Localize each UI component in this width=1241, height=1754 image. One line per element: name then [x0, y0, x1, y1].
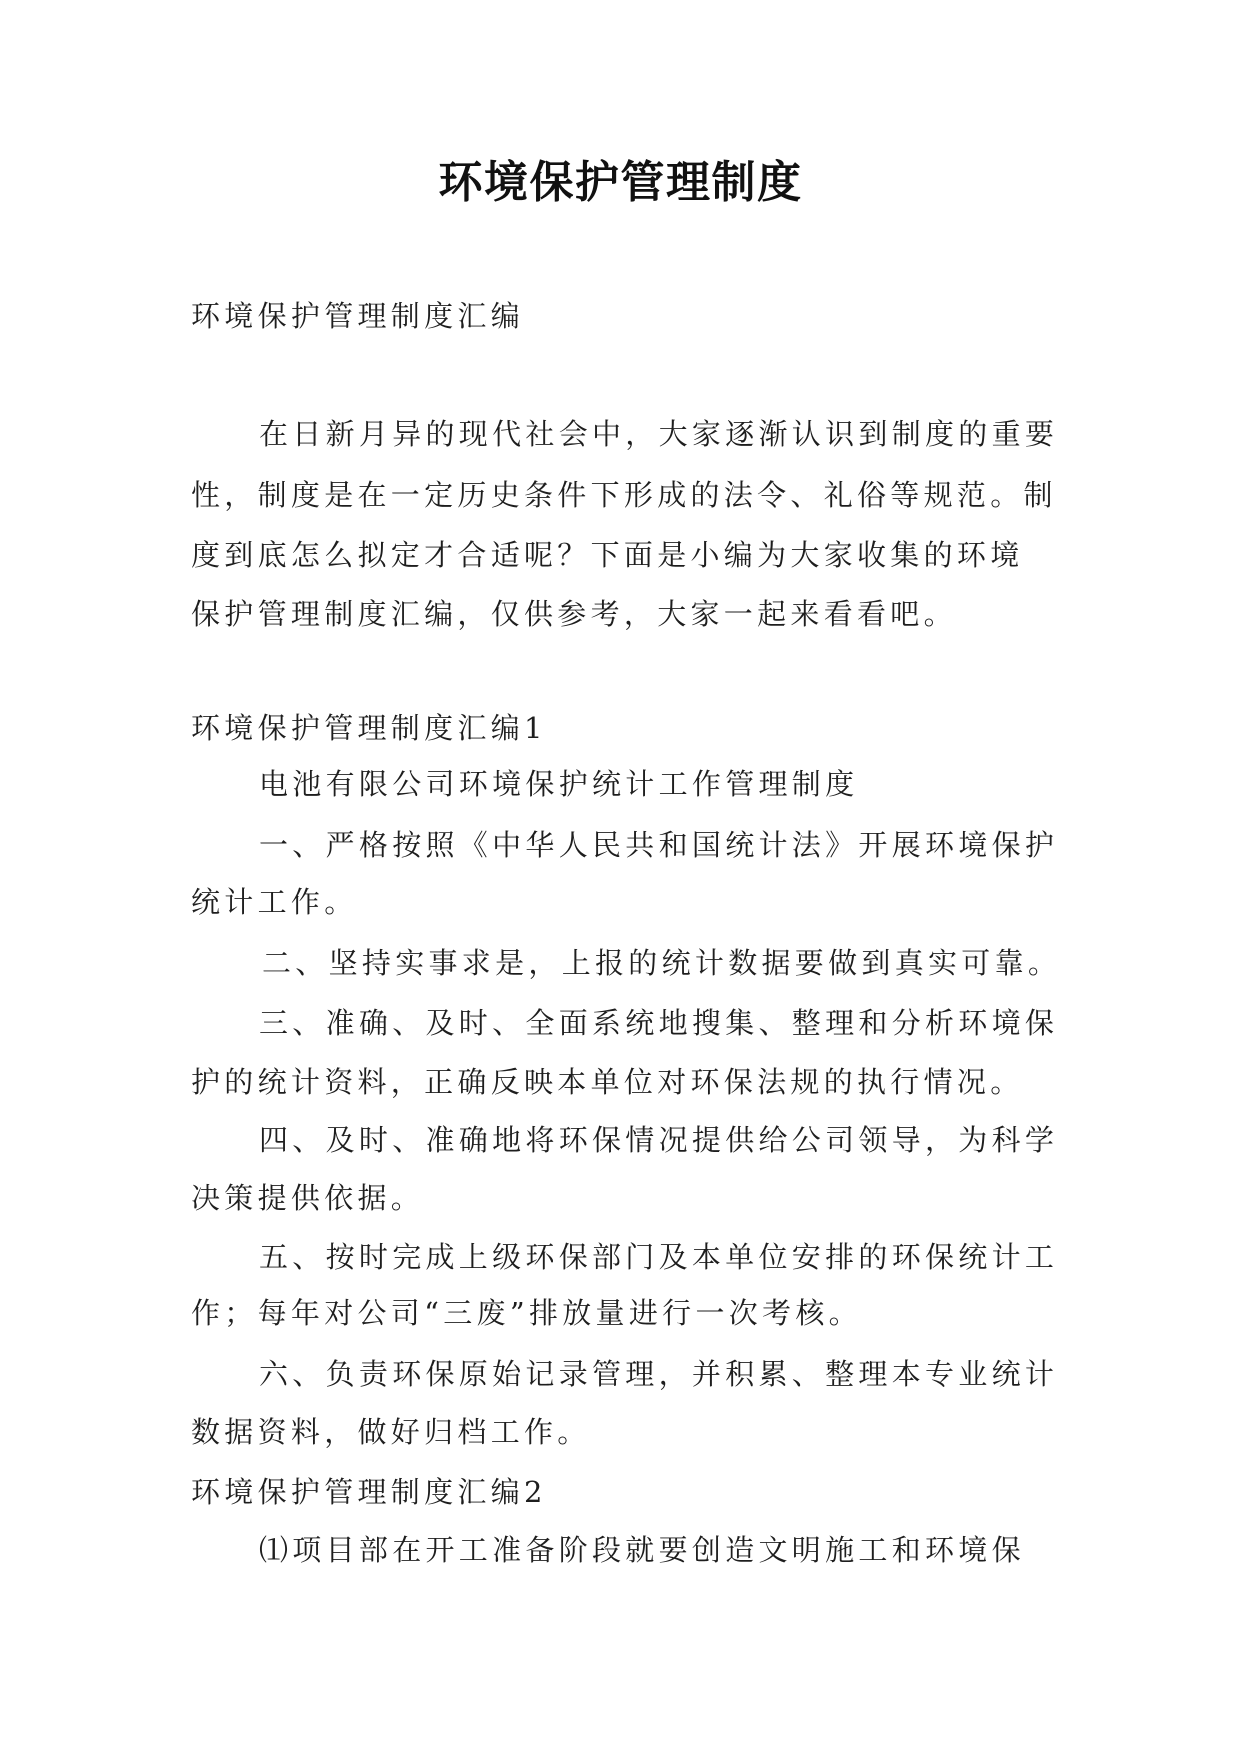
paragraph-line: 在日新月异的现代社会中，大家逐渐认识到制度的重要 — [259, 417, 1059, 451]
paragraph-line: 保护管理制度汇编，仅供参考，大家一起来看看吧。 — [191, 597, 957, 631]
paragraph-line: 三、准确、及时、全面系统地搜集、整理和分析环境保 — [259, 1006, 1059, 1040]
document-subtitle: 环境保护管理制度汇编 — [191, 299, 525, 333]
paragraph-line: 度到底怎么拟定才合适呢？下面是小编为大家收集的环境 — [191, 538, 1024, 572]
paragraph-line: 二、坚持实事求是，上报的统计数据要做到真实可靠。 — [262, 946, 1062, 980]
paragraph-line: ⑴项目部在开工准备阶段就要创造文明施工和环境保 — [259, 1533, 1025, 1567]
section-subheading: 电池有限公司环境保护统计工作管理制度 — [259, 767, 859, 801]
page-title: 环境保护管理制度 — [438, 157, 803, 208]
paragraph-line: 作；每年对公司“三废”排放量进行一次考核。 — [191, 1296, 862, 1330]
paragraph-line: 性，制度是在一定历史条件下形成的法令、礼俗等规范。制 — [191, 478, 1057, 512]
paragraph-line: 一、严格按照《中华人民共和国统计法》开展环境保护 — [259, 828, 1059, 862]
paragraph-line: 数据资料，做好归档工作。 — [191, 1415, 591, 1449]
section-heading: 环境保护管理制度汇编1 — [191, 711, 547, 745]
paragraph-line: 护的统计资料，正确反映本单位对环保法规的执行情况。 — [191, 1065, 1024, 1099]
paragraph-line: 统计工作。 — [191, 885, 358, 919]
paragraph-line: 决策提供依据。 — [191, 1181, 425, 1215]
paragraph-line: 五、按时完成上级环保部门及本单位安排的环保统计工 — [259, 1240, 1059, 1274]
section-heading: 环境保护管理制度汇编2 — [191, 1475, 547, 1509]
paragraph-line: 六、负责环保原始记录管理，并积累、整理本专业统计 — [259, 1357, 1059, 1391]
paragraph-line: 四、及时、准确地将环保情况提供给公司领导，为科学 — [259, 1123, 1059, 1157]
